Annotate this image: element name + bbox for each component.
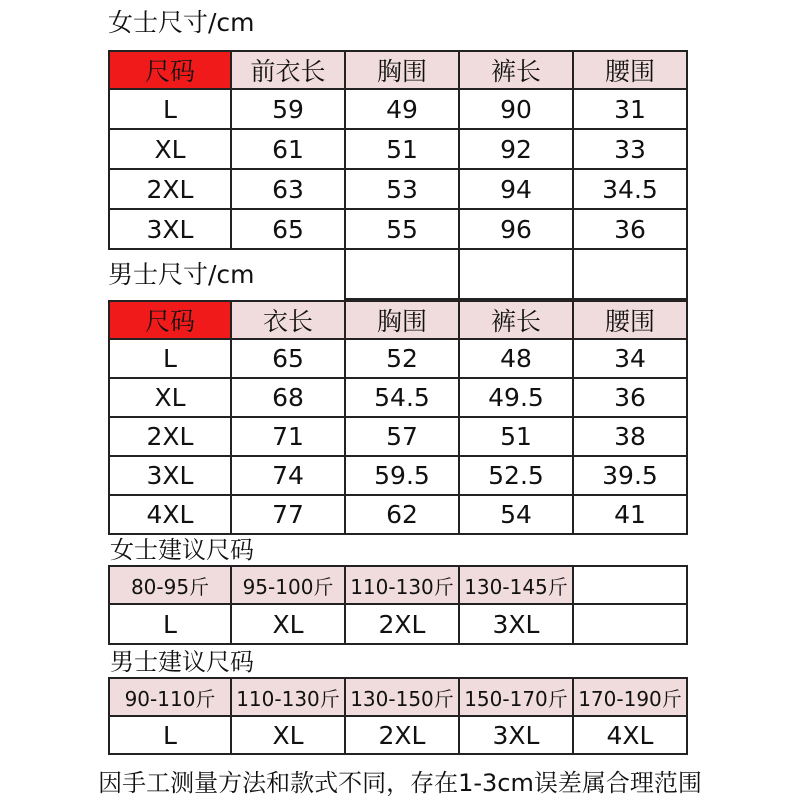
- table-cell: 34.5: [573, 169, 687, 209]
- table-row: [109, 129, 687, 169]
- men-suggest-table: [108, 677, 688, 755]
- men-weight-row: [109, 678, 687, 716]
- table-cell: 68: [231, 378, 345, 417]
- table-cell: 4XL: [109, 495, 231, 534]
- size-cell: 4XL: [573, 716, 687, 754]
- weight-cell: 130-145斤: [459, 566, 573, 604]
- table-cell: 57: [345, 417, 459, 456]
- table-cell: 62: [345, 495, 459, 534]
- weight-cell: 110-130斤: [345, 566, 459, 604]
- weight-cell: 80-95斤: [109, 566, 231, 604]
- size-cell: XL: [231, 604, 345, 644]
- header-cell-length: 衣长: [231, 301, 345, 339]
- women-suggest-title: 女士建议尺码: [110, 536, 254, 564]
- size-cell: 3XL: [459, 716, 573, 754]
- table-cell: 65: [231, 339, 345, 378]
- table-cell: L: [109, 339, 231, 378]
- table-cell: 96: [459, 209, 573, 249]
- table-cell: 41: [573, 495, 687, 534]
- table-cell: XL: [109, 378, 231, 417]
- size-cell: XL: [231, 716, 345, 754]
- table-cell: 54: [459, 495, 573, 534]
- women-size-suggest-row: [109, 604, 687, 644]
- men-size-suggest-row: [109, 716, 687, 754]
- blank-cell: [345, 249, 459, 299]
- table-cell: 36: [573, 378, 687, 417]
- table-cell: 3XL: [109, 209, 231, 249]
- table-cell: 59.5: [345, 456, 459, 495]
- table-row: [109, 456, 687, 495]
- header-cell-length: 前衣长: [231, 51, 345, 89]
- women-size-header-row: [109, 51, 687, 89]
- table-cell: 74: [231, 456, 345, 495]
- women-size-title: 女士尺寸/cm: [108, 8, 255, 37]
- men-suggest-title: 男士建议尺码: [110, 648, 254, 676]
- blank-cell: [459, 249, 573, 299]
- table-cell: 2XL: [109, 169, 231, 209]
- table-cell: 33: [573, 129, 687, 169]
- header-cell-chest: 胸围: [345, 301, 459, 339]
- weight-cell: [573, 566, 687, 604]
- table-row: [109, 378, 687, 417]
- size-cell: L: [109, 604, 231, 644]
- table-cell: 34: [573, 339, 687, 378]
- table-cell: L: [109, 89, 231, 129]
- weight-cell: 95-100斤: [231, 566, 345, 604]
- table-cell: XL: [109, 129, 231, 169]
- men-size-header-row: [109, 301, 687, 339]
- table-cell: 51: [345, 129, 459, 169]
- table-cell: 77: [231, 495, 345, 534]
- table-row: [109, 89, 687, 129]
- table-cell: 39.5: [573, 456, 687, 495]
- men-size-title: 男士尺寸/cm: [108, 260, 255, 289]
- weight-cell: 110-130斤: [231, 678, 345, 716]
- size-cell: 2XL: [345, 604, 459, 644]
- header-cell-size: 尺码: [109, 301, 231, 339]
- table-cell: 53: [345, 169, 459, 209]
- size-cell: L: [109, 716, 231, 754]
- table-cell: 94: [459, 169, 573, 209]
- table-row: [109, 209, 687, 249]
- table-cell: 38: [573, 417, 687, 456]
- table-cell: 48: [459, 339, 573, 378]
- men-size-table: [108, 300, 688, 535]
- table-cell: 51: [459, 417, 573, 456]
- table-row: [109, 339, 687, 378]
- size-cell: 3XL: [459, 604, 573, 644]
- measurement-notice: 因手工测量方法和款式不同，存在1-3cm误差属合理范围: [98, 769, 702, 797]
- size-cell: 2XL: [345, 716, 459, 754]
- table-cell: 52.5: [459, 456, 573, 495]
- women-suggest-table: [108, 565, 688, 645]
- table-row: [109, 495, 687, 534]
- table-cell: 65: [231, 209, 345, 249]
- table-cell: 49: [345, 89, 459, 129]
- header-cell-waist: 腰围: [573, 301, 687, 339]
- table-cell: 90: [459, 89, 573, 129]
- weight-cell: 150-170斤: [459, 678, 573, 716]
- table-cell: 55: [345, 209, 459, 249]
- women-weight-row: [109, 566, 687, 604]
- table-cell: 63: [231, 169, 345, 209]
- header-cell-pants-length: 裤长: [459, 51, 573, 89]
- weight-cell: 130-150斤: [345, 678, 459, 716]
- header-cell-pants-length: 裤长: [459, 301, 573, 339]
- table-cell: 52: [345, 339, 459, 378]
- header-cell-chest: 胸围: [345, 51, 459, 89]
- table-cell: 36: [573, 209, 687, 249]
- header-cell-waist: 腰围: [573, 51, 687, 89]
- table-cell: 61: [231, 129, 345, 169]
- table-cell: 31: [573, 89, 687, 129]
- table-row: [109, 169, 687, 209]
- table-cell: 2XL: [109, 417, 231, 456]
- table-cell: 49.5: [459, 378, 573, 417]
- weight-cell: 90-110斤: [109, 678, 231, 716]
- weight-cell: 170-190斤: [573, 678, 687, 716]
- size-cell: [573, 604, 687, 644]
- header-cell-size: 尺码: [109, 51, 231, 89]
- table-cell: 59: [231, 89, 345, 129]
- table-cell: 92: [459, 129, 573, 169]
- table-cell: 71: [231, 417, 345, 456]
- blank-cell: [573, 249, 687, 299]
- table-cell: 3XL: [109, 456, 231, 495]
- table-cell: 54.5: [345, 378, 459, 417]
- table-row: [109, 417, 687, 456]
